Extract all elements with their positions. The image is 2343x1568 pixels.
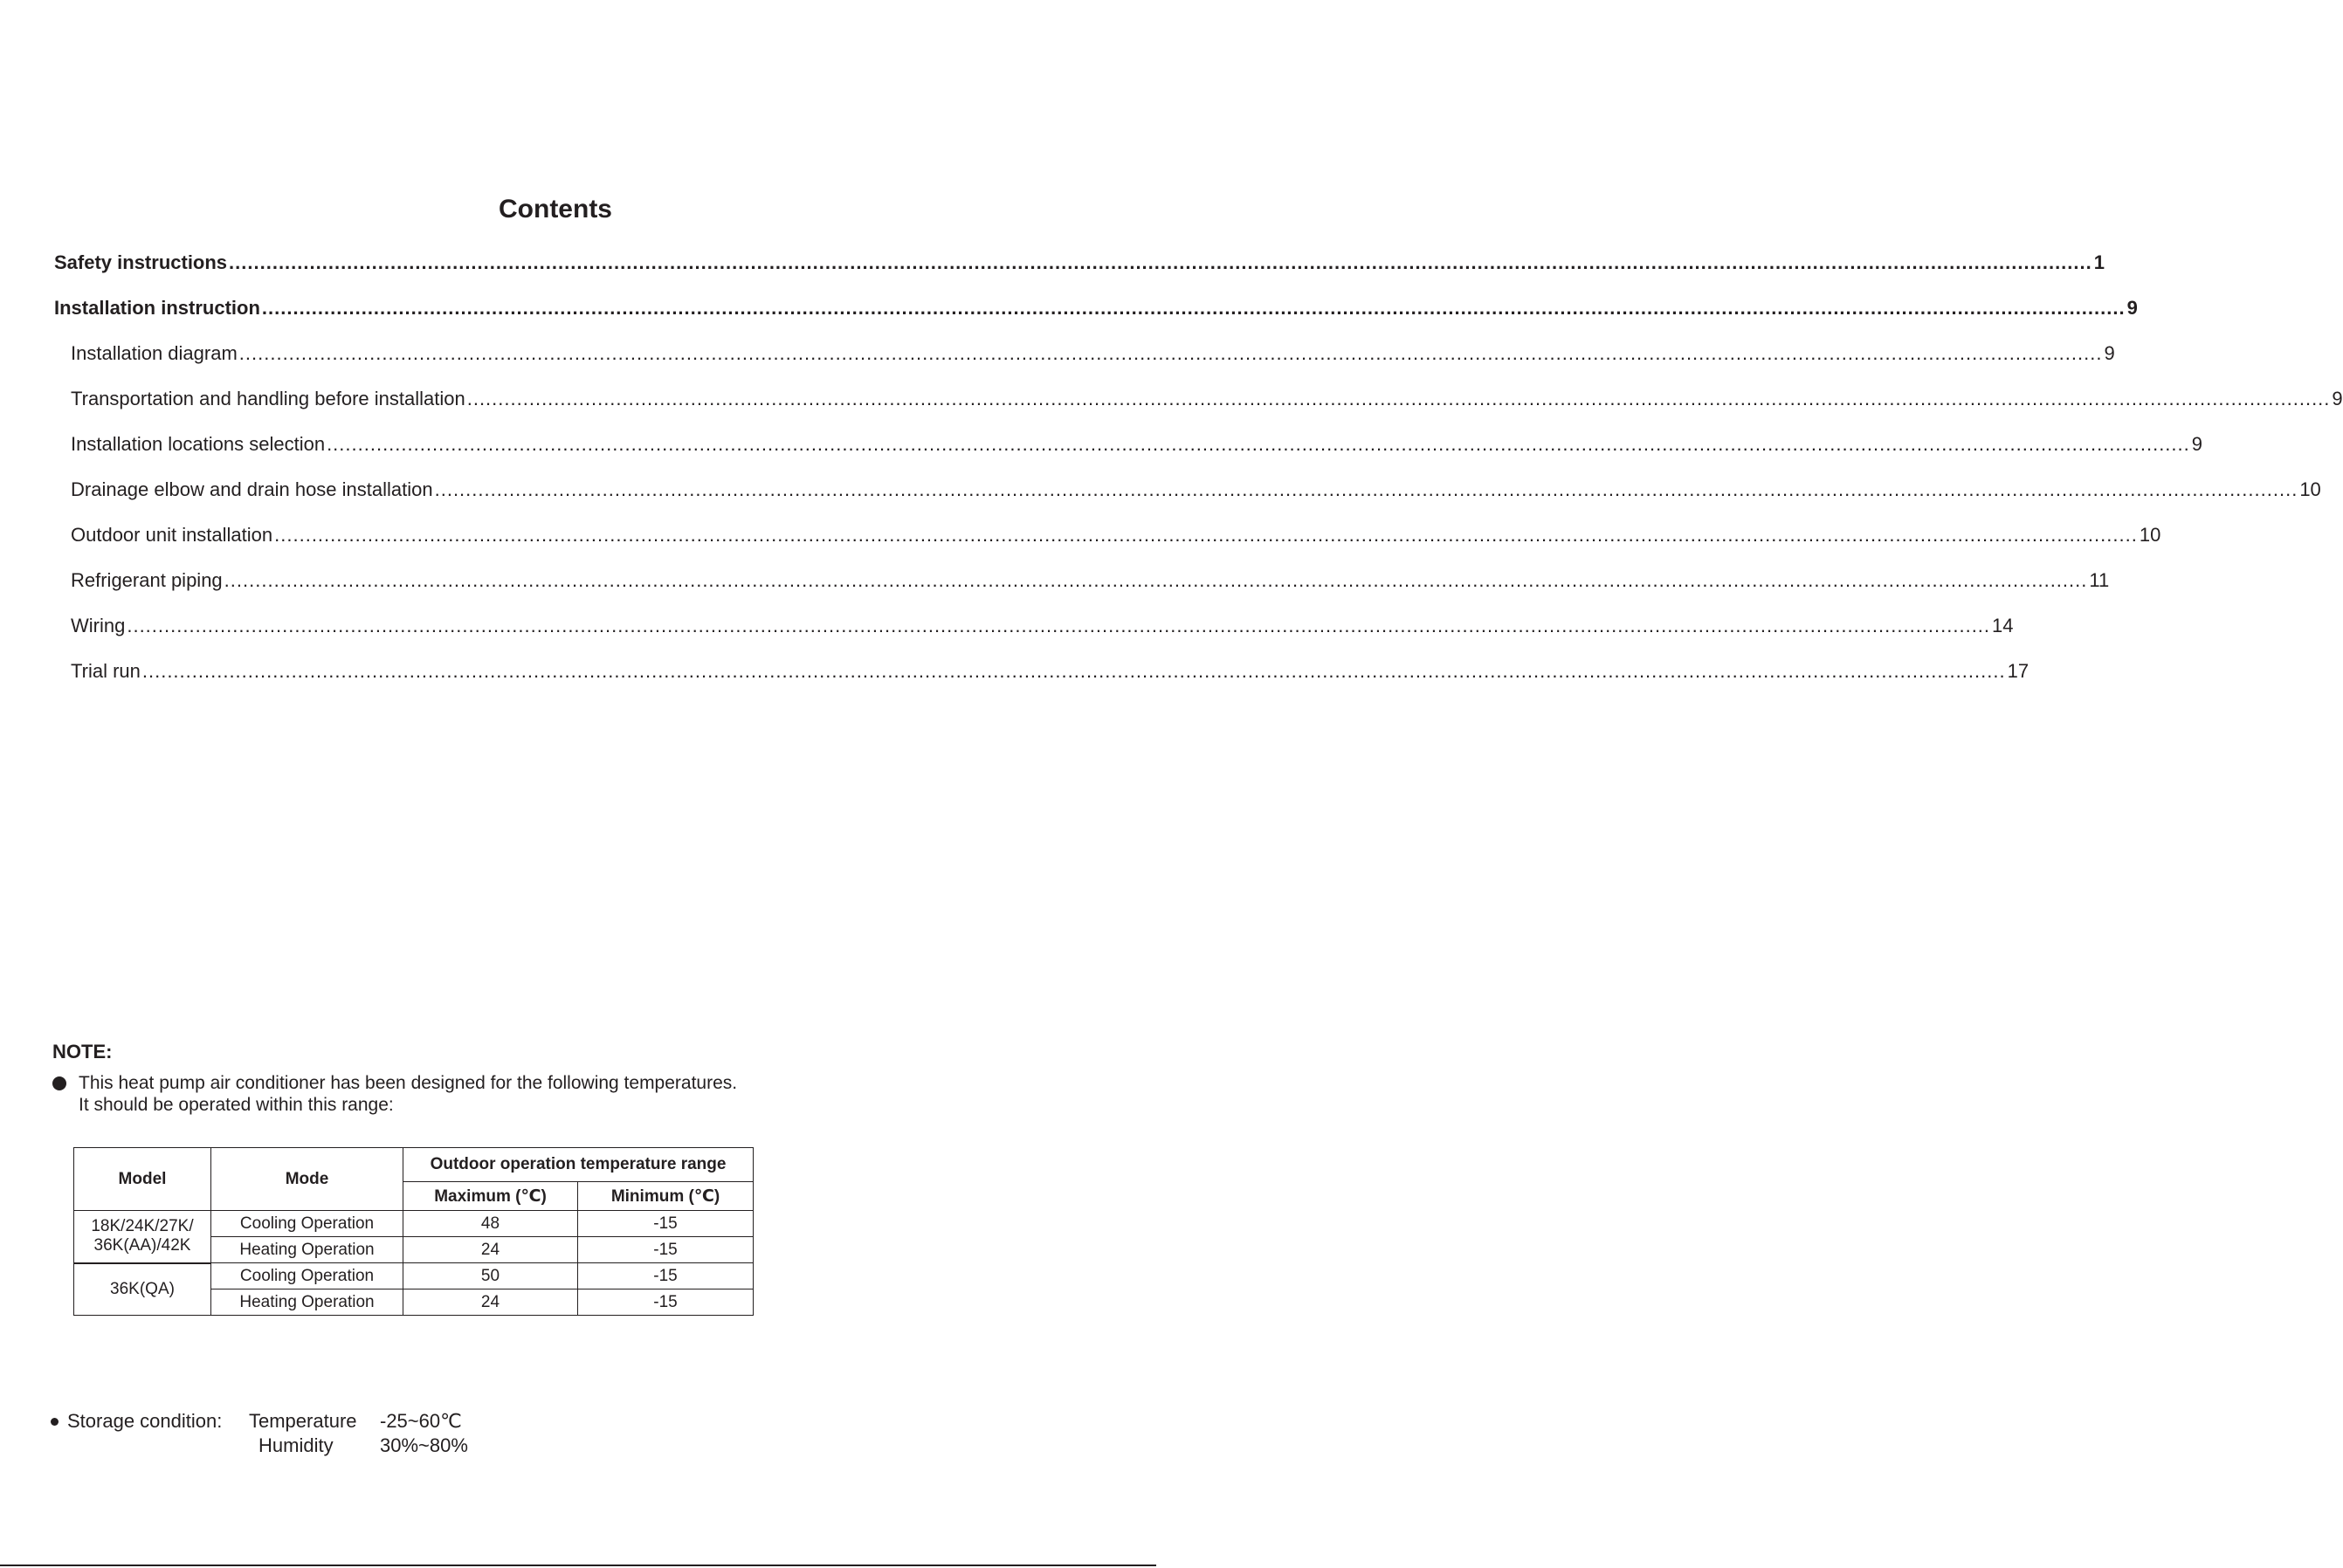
max-cell: 48 [403, 1211, 578, 1237]
storage-humidity-value: 30%~80% [380, 1434, 468, 1456]
header-range: Outdoor operation temperature range [403, 1148, 754, 1182]
storage-temperature-value: -25~60℃ [380, 1410, 462, 1432]
toc-entry[interactable] [54, 342, 2115, 388]
temperature-range-table [73, 1147, 754, 1316]
toc-leader-dots: ............................................................................................................................................................................................................................................................................................................ [224, 569, 2088, 591]
toc-entry-label: Drainage elbow and drain hose installation [71, 478, 433, 500]
storage-label: Storage condition: [67, 1410, 223, 1432]
toc-entry-label: Installation locations selection [71, 433, 326, 455]
toc-entry-label: Wiring [71, 615, 126, 636]
storage-humidity-key: Humidity [258, 1434, 334, 1456]
storage-condition [51, 1409, 468, 1458]
mode-cell: Heating Operation [211, 1237, 403, 1263]
header-minimum: Minimum (℃) [578, 1182, 754, 1211]
toc-leader-dots: ............................................................................................................................................................................................................................................................................................................ [327, 433, 2190, 455]
table-row [74, 1211, 754, 1237]
storage-row-humidity [51, 1434, 468, 1458]
toc-entry[interactable] [54, 251, 2105, 297]
mode-cell: Cooling Operation [211, 1211, 403, 1237]
toc-leader-dots: ............................................................................................................................................................................................................................................................................................................ [466, 388, 2331, 409]
toc-entry-label: Refrigerant piping [71, 569, 223, 591]
toc-entry-label: Outdoor unit installation [71, 524, 273, 546]
note-line: It should be operated within this range: [79, 1095, 394, 1115]
min-cell: -15 [578, 1211, 754, 1237]
table-row [74, 1263, 754, 1289]
table-of-contents [54, 251, 2343, 705]
toc-entry[interactable] [54, 660, 2029, 705]
toc-leader-dots: ............................................................................................................................................................................................................................................................................................................ [127, 615, 1991, 636]
max-cell: 24 [403, 1237, 578, 1263]
toc-entry-page: 14 [1992, 615, 2014, 636]
header-model: Model [74, 1148, 211, 1211]
toc-leader-dots: ............................................................................................................................................................................................................................................................................................................ [141, 660, 2006, 682]
toc-entry[interactable] [54, 569, 2110, 615]
model-line: 18K/24K/27K/ [91, 1217, 194, 1236]
toc-entry-label: Trial run [71, 660, 141, 682]
storage-temperature-key: Temperature [249, 1410, 357, 1432]
model-cell [74, 1263, 211, 1316]
toc-entry-page: 11 [2089, 569, 2110, 591]
min-cell: -15 [578, 1289, 754, 1316]
bottom-divider [0, 1565, 1156, 1566]
toc-entry[interactable] [54, 297, 2138, 342]
toc-entry-label: Transportation and handling before installation [71, 388, 465, 409]
page-title: Contents [499, 195, 612, 224]
max-cell: 50 [403, 1263, 578, 1289]
header-mode: Mode [211, 1148, 403, 1211]
note-bullet [52, 1072, 838, 1116]
toc-entry-page: 9 [2104, 342, 2115, 364]
mode-cell: Cooling Operation [211, 1263, 403, 1289]
min-cell: -15 [578, 1263, 754, 1289]
toc-leader-dots: ............................................................................................................................................................................................................................................................................................................ [261, 297, 2126, 319]
min-cell: -15 [578, 1237, 754, 1263]
note-heading: NOTE: [52, 1041, 113, 1063]
model-line: 36K(QA) [110, 1279, 175, 1298]
toc-entry-label: Safety instructions [54, 251, 228, 273]
bullet-icon [51, 1418, 59, 1426]
model-cell [74, 1211, 211, 1263]
toc-entry-label: Installation diagram [71, 342, 238, 364]
storage-row-temperature [51, 1409, 468, 1434]
toc-entry[interactable] [54, 433, 2203, 478]
toc-entry-page: 1 [2093, 251, 2105, 273]
mode-cell: Heating Operation [211, 1289, 403, 1316]
toc-entry[interactable] [54, 388, 2343, 433]
model-line: 36K(AA)/42K [93, 1236, 191, 1255]
toc-entry[interactable] [54, 615, 2014, 660]
toc-entry-page: 10 [2299, 478, 2321, 500]
toc-entry-page: 17 [2007, 660, 2029, 682]
max-cell: 24 [403, 1289, 578, 1316]
toc-entry-page: 9 [2191, 433, 2203, 455]
toc-entry-page: 9 [2126, 297, 2138, 319]
toc-entry-page: 9 [2332, 388, 2343, 409]
toc-entry[interactable] [54, 524, 2161, 569]
toc-leader-dots: ............................................................................................................................................................................................................................................................................................................ [434, 478, 2298, 500]
toc-leader-dots: ............................................................................................................................................................................................................................................................................................................ [274, 524, 2138, 546]
note-section [52, 1041, 838, 1116]
toc-entry[interactable] [54, 478, 2321, 524]
toc-entry-label: Installation instruction [54, 297, 260, 319]
toc-leader-dots: ............................................................................................................................................................................................................................................................................................................ [229, 251, 2092, 273]
toc-leader-dots: ............................................................................................................................................................................................................................................................................................................ [238, 342, 2103, 364]
header-maximum: Maximum (℃) [403, 1182, 578, 1211]
note-line: This heat pump air conditioner has been designed for the following temperatures. [79, 1073, 738, 1093]
bullet-icon [52, 1076, 66, 1090]
toc-entry-page: 10 [2139, 524, 2161, 546]
